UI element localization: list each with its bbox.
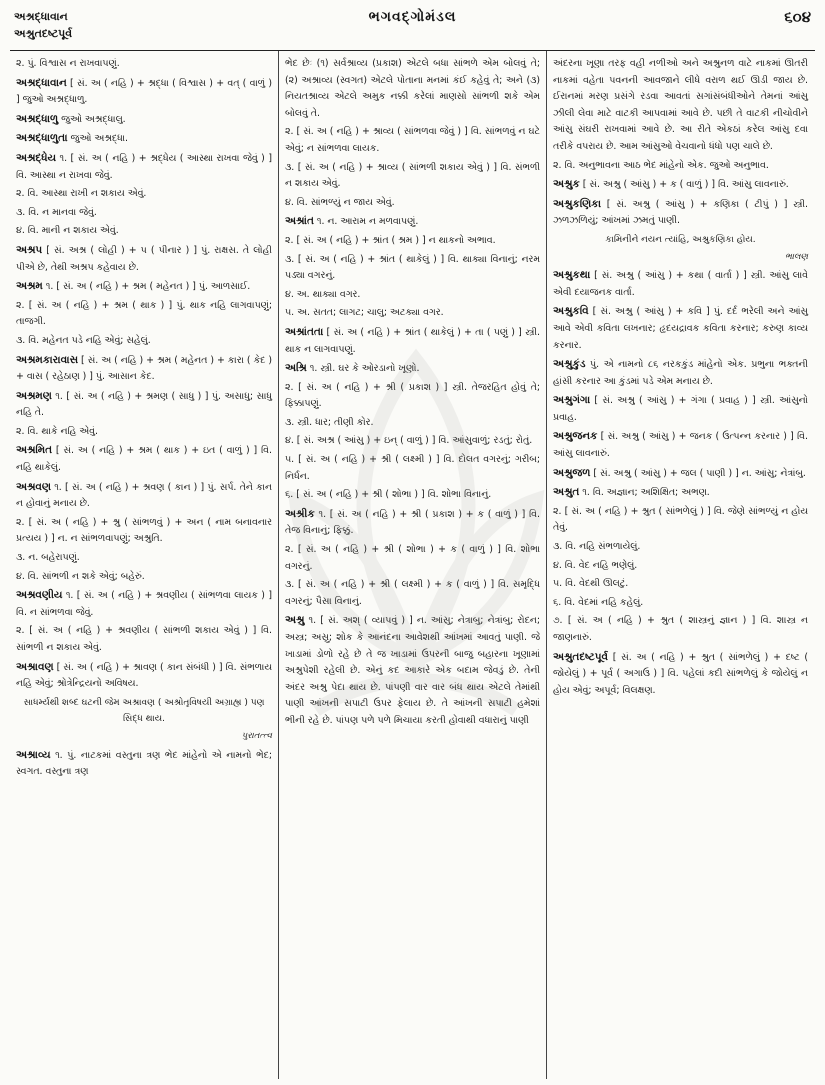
entry-text: [ સં. અશ્રુ ( આંસુ ) + કવિ ] પું. દર્દ ભરેલી અને આંસુ આવે એવી કવિતા લખનાર; હૃદયદ્રાવક કવિતા કરનાર; કરુણ કાવ્ય કરનાર. [553, 306, 808, 351]
column-2 [278, 51, 546, 1079]
entry-text: [ સં. અ ( નહિ ) + શ્રાવણ ( કાન સંબંધી ) ] વિ. સંભળાય નહિ એવું; શ્રોત્રેન્દ્રિયનો અવિષય. [16, 661, 272, 690]
entry-text: ૪. વિ. વેદ નહિ ભણેલું. [553, 559, 638, 571]
entry-text: ૨. વિ. આસ્થા રાખી ન શકાય એવું. [16, 188, 147, 200]
entry-text: ૨. [ સં. અ ( નહિ ) + શ્રુ ( સાંભળવું ) + અન ( નામ બનાવનાર પ્રત્યય ) ] ન. ન સાંભળવાપણું; અશ્રુતિ. [16, 516, 272, 545]
entry-sense [553, 576, 808, 593]
headword: અશ્રાવ્ય [16, 748, 51, 761]
dictionary-entry [285, 506, 540, 540]
entry-text: અંદરના ખૂણા તરફ વહી નળીઓ અને અશ્રુનળ વાટે નાકમાં ઊતરી નાકમાં વહેતા પવનની આવજાને લીધે વરાળ થઈ ઊડી જાય છે. ઈરાનમાં મરણ પ્રસંગે રડવા આવતાં સગાંસંબંધીઓને તેમનાં આંસુ ઝીલી લેવા માટે વાટકી આપવામાં આવે છે. પછી તે વાટકી નીચોવીને આંસુ સંઘરી રાખવામાં આવે છે. આ રીતે એકઠાં કરેલ આંસુ દવા તરીકે વપરાય છે. આમ આંસુઓ વેચવાનો ધંધો પણ ચાલે છે. [553, 58, 808, 152]
entry-text: [ સં. અ ( નહિ ) + શ્રમ ( થાક ) + ઇત ( વાળું ) ] વિ. નહિ થાકેલું. [16, 445, 272, 474]
dictionary-entry [553, 176, 808, 194]
entry-text: ૬. વિ. વેદમાં નહિ કહેલું. [553, 596, 644, 608]
entry-text: [ સં. અ ( નહિ ) + શ્રદ્ધા ( વિશ્વાસ ) + વત્ ( વાળું ) ] જુઓ અશ્રદ્ધાળુ. [16, 77, 272, 106]
guide-word-last: અશ્રુતદષ્ટપૂર્વ [14, 27, 73, 40]
entry-text: ૨. [ સં. અ ( નહિ ) + શ્રુત ( સાંભળેલું ) ] વિ. જેણે સાંભળ્યું ન હોય તેવું. [553, 505, 808, 534]
dictionary-entry [16, 352, 272, 386]
entry-text: ૧. [ સં. અ ( નહિ ) + શ્રવણીય ( સાંભળવા લાયક ) ] વિ. ન સાંભળવા જેવું. [16, 590, 272, 618]
entry-text: ૧. [ સં. અ ( નહિ ) + શ્રવણ ( કાન ) ] પું. સર્પ. તેને કાન ન હોવાનું મનાય છે. [16, 481, 272, 510]
entry-sense [16, 623, 272, 656]
headword: અશ્રાંતતા [285, 325, 324, 338]
entry-text: જુઓ અશ્રદ્ધાલુ. [58, 113, 126, 125]
entry-sense [285, 433, 540, 450]
entry-sense [16, 569, 272, 586]
entry-columns [10, 51, 815, 1079]
headword: અશ્રદ્ધાળુ [16, 112, 59, 125]
entry-text: ૫. અ. સતત; લાગટ; ચાલુ; અટક્યા વગર. [285, 307, 444, 319]
entry-text: પુરાતત્ત્વ [241, 730, 272, 741]
entry-sense [285, 415, 540, 432]
entry-text: પું. એ નામનો ૮૬ નરકકુંડ માંહેનો એક. પ્રભુના ભક્તની હાંસી કરનાર આ કુંડમાં પડે એમ મનાય છે. [553, 359, 808, 387]
entry-sense [285, 287, 540, 304]
entry-sense [285, 252, 540, 285]
entry-sense [16, 333, 272, 350]
entry-text: ૧. [ સં. અ ( નહિ ) + શ્રમ ( મહેનત ) ] પું. આળસાઈ. [42, 281, 251, 293]
headword: અશ્રુગંગા [553, 394, 591, 407]
entry-text: ૧. વિ. અજ્ઞાન; અશિક્ષિત; અભણ. [579, 487, 710, 499]
entry-text: ૩. વિ. નહિ સંભળાયેલું. [553, 541, 641, 553]
entry-sense [553, 56, 808, 156]
entry-sense [553, 613, 808, 646]
column-3 [546, 51, 814, 1079]
dictionary-entry [16, 479, 272, 513]
dictionary-entry [16, 150, 272, 184]
dictionary-entry [16, 442, 272, 476]
entry-text: ૪. વિ. સાંભળી ન શકે એવું; બહેરું. [16, 570, 145, 582]
dictionary-entry [553, 649, 808, 700]
entry-text: ૩. સ્ત્રી. ધાર; તીણી કોર. [285, 416, 374, 428]
entry-text: ૩. [ સં. અ ( નહિ ) + શ્રી ( લક્ષ્મી ) + ક ( વાળું ) ] વિ. સમૃદ્ધિ વગરનું; પૈસા વિનાનું. [285, 579, 540, 607]
entry-sense [285, 577, 540, 610]
entry-text: [ સં. અશ્રુ ( આંસુ ) + જનક ( ઉત્પન્ન કરનાર ) ] વિ. આંસુ લાવનારું. [553, 431, 808, 460]
entry-text: ૩. [ સં. અ ( નહિ ) + શ્રાવ્ય ( સાંભળી શકાય એવું ) ] વિ. સંભળી ન શકાય એવું. [285, 161, 540, 190]
headword: અશ્રુજળ [553, 466, 591, 479]
entry-sense [285, 56, 540, 122]
entry-sense [16, 223, 272, 240]
dictionary-entry [16, 75, 272, 109]
headword: અશ્રુત [553, 486, 580, 499]
headword: અશ્રમ [16, 280, 43, 293]
entry-sense [16, 515, 272, 548]
citation-source [16, 728, 272, 745]
entry-text: [ સં. અશ્રુ ( આંસુ ) + કથા ( વાર્તા ) ] સ્ત્રી. આંસુ લાવે એવી દયાજનક વાર્તા. [553, 270, 808, 298]
entry-text: [ સં. અ ( નહિ ) + શ્રમ ( મહેનત ) + કારા ( કેદ ) + વાસ ( રહેઠાણ ) ] પું. આસાન કેદ. [16, 354, 272, 383]
dictionary-entry [553, 356, 808, 390]
entry-text: ૫. [ સં. અ ( નહિ ) + શ્રી ( લક્ષ્મી ) ] વિ. દોલત વગરનું; ગરીબ; નિર્ધન. [285, 454, 540, 482]
entry-sense [16, 298, 272, 331]
dictionary-entry [285, 360, 540, 378]
entry-sense [285, 124, 540, 157]
dictionary-entry [16, 242, 272, 276]
entry-text: ૧. સ્ત્રી. ઘર કે ઓરડાનો ખૂણો. [306, 363, 420, 375]
guide-word-first: અશ્રદ્ધાવાન [14, 10, 68, 23]
headword: અશ્રપ [16, 243, 43, 256]
headword: અશ્રુકુંડ [553, 358, 586, 371]
entry-text: ૨. [ સં. અ ( નહિ ) + શ્રવણીય ( સાંભળી શકાય એવું ) ] વિ. સાંભળી ન શકાય એવું. [16, 625, 272, 653]
entry-sense [16, 424, 272, 441]
entry-text: ૨. વિ. અનુભાવના આઠ ભેદ માંહેનો એક. જુઓ અનુભાવ. [553, 159, 769, 171]
entry-sense [285, 380, 540, 413]
entry-text: ૧. [ સં. અ ( નહિ ) + શ્રી ( પ્રકાશ ) + ક ( વાળું ) ] વિ. તેજ વિનાનું; ફિક્કું. [285, 508, 540, 537]
entry-text: [ સં. અશ્રુ ( આંસુ ) + કણિકા ( ટીપું ) ] સ્ત્રી. ઝળઝળિયું; આંખમાં ઝમતું પાણી. [553, 198, 808, 227]
dictionary-entry [16, 659, 272, 693]
headword: અશ્રદ્ધાવાન [16, 76, 67, 89]
page-number: ૬૦૪ [784, 8, 811, 26]
headword: અશ્રાંત [285, 215, 314, 228]
entry-text: [ સં. અ ( નહિ ) + શ્રુત ( સાંભળેલું ) + દષ્ટ ( જોયેલું ) + પૂર્વ ( અગાઉ ) ] વિ. પહેલાં કદી સાંભળેલું કે જોયેલું ન હોય એવું; અપૂર્વ; વિલક્ષણ. [553, 651, 808, 696]
entry-text: ૩. વિ. ન માનવા જેવું. [16, 206, 97, 218]
entry-text: ૭. [ સં. અ ( નહિ ) + શ્રુત ( શાસ્ત્રનું જ્ઞાન ) ] વિ. શાસ્ત્ર ન જાણનારું. [553, 615, 808, 643]
entry-text: ૪. [ સં. અશ્ર ( આંસુ ) + ઇન્ ( વાળું ) ] વિ. આંસુવાળું; રડતું; રોતું. [285, 435, 533, 447]
entry-sense [553, 595, 808, 612]
dictionary-entry [16, 587, 272, 621]
headword: અશ્રુકવિ [553, 305, 589, 318]
entry-text: [ સં. અ ( નહિ ) + શ્રાંત ( થાકેલું ) + તા ( પણું ) ] સ્ત્રી. થાક ન લાગવાપણું. [285, 326, 540, 355]
entry-text: ૨. [ સં. અ ( નહિ ) + શ્રમ ( થાક ) ] પું. થાક નહિ લાગવાપણું; તાજગી. [16, 299, 272, 328]
entry-text: [ સં. અશ્રુ ( આંસુ ) + જલ ( પાણી ) ] ન. આંસુ; નેત્રાંબુ. [590, 467, 806, 479]
entry-sense [553, 158, 808, 175]
dictionary-entry [285, 324, 540, 358]
headword: અશ્રદ્ધાળુતા [16, 132, 68, 145]
entry-text: ૪. અ. થાક્યા વગર. [285, 288, 361, 300]
dictionary-entry [285, 612, 540, 729]
entry-sense [16, 550, 272, 567]
entry-text: ૬. [ સં. અ ( નહિ ) + શ્રી ( શોભા ) ] વિ. શોભા વિનાનું. [285, 489, 492, 501]
dictionary-entry [553, 428, 808, 462]
entry-sense [16, 56, 272, 73]
headword: અશ્રમિત [16, 444, 53, 457]
dictionary-entry [16, 747, 272, 781]
entry-text: [ સં. અશ્રુ ( આંસુ ) + ક ( વાળું ) ] વિ. આંસુ લાવનારું. [579, 179, 789, 191]
entry-sense [16, 205, 272, 222]
entry-sense [285, 542, 540, 575]
headword: અશ્રુ [285, 614, 305, 627]
entry-text: ૩. ન. બહેરાપણું. [16, 552, 80, 564]
headword: અશ્રુકણિકા [553, 197, 602, 210]
entry-text: ૨. [ સં. અ ( નહિ ) + શ્રાવ્ય ( સાંભળવા જેવું ) ] વિ. સાંભળવું ન ઘટે એવું; ન સાંભળવા લાયક. [285, 126, 540, 154]
entry-sense [553, 558, 808, 575]
entry-sense [553, 539, 808, 556]
entry-text: સાધર્મ્યથી શબ્દ ઘટની જેમ અશ્રાવણ ( અશ્રોતૃવિષયી અગ્રાહ્ય ) પણ સિદ્ધ થાય. [23, 697, 265, 725]
citation-source [553, 249, 808, 266]
running-title: ભગવદ્ગોમંડલ [368, 9, 457, 25]
entry-text: [ સં. અશ્ર ( લોહી ) + પ ( પીનાર ) ] પું. રાક્ષસ. તે લોહી પીએ છે, તેથી અશ્રપ કહેવાય છે. [16, 244, 272, 273]
entry-sense [285, 195, 540, 212]
entry-text: ૧. [ સં. અશ્ ( વ્યાપવું ) ] ન. આંસુ; નેત્રાબુ; નેત્રાંબુ; રોદન; અસ્ત્ર; અસ્રુ; શોક કે આનંદના આવેશથી આંખમાં આવતું પાણી. જે ખાડામાં ડોળો રહે છે તે જ ખાડામાં ઉપરની બાજુ બહારના ખૂણામાં અશ્રુપેશી રહેલી છે. એનું કદ આકારે એક બદામ જેવડું છે. તેની અંદર અશ્રુ પેદા થાય છે. પાંપણી વાર વાર બંધ થાય એટલે તેમાંથી પાણી આંખની સપાટી ઉપર ફેલાય છે. તે આંખની સપાટી હમેશાં ભીની રહે છે. પાંપણ પળે પળે મિચાયા કરતી હોવાથી વધારાનું પાણી [285, 615, 540, 726]
entry-text: ૨. વિ. થાકે નહિ એવું. [16, 425, 98, 437]
entry-text: ભેદ છેઃ (૧) સર્વશ્રાવ્ય (પ્રકાશ) એટલે બધા સાંભળે એમ બોલવું તે; (૨) અશ્રાવ્ય (સ્વગત) એટલે પોતાના મનમાં કંઈ કહેવું તે; અને (૩) નિયતશ્રાવ્ય એટલે અમુક નક્કી કરેલાં માણસો સાંભળી શકે એમ બોલવું તે. [285, 58, 540, 119]
entry-text: કામિનીને નયન ત્યાંહિ, અશ્રુકણિકા હોય. [605, 234, 756, 245]
entry-text: ૧. ન. આરામ ન મળવાપણું. [313, 216, 419, 228]
dictionary-entry [285, 213, 540, 231]
headword: અશ્રુતદષ્ટપૂર્વ [553, 650, 608, 663]
entry-sense [285, 160, 540, 193]
entry-text: ૫. વિ. વેદથી ઊલટું. [553, 578, 629, 590]
entry-text: જુઓ અશ્રદ્ધા. [67, 133, 128, 145]
headword: અશ્રુકથા [553, 269, 591, 282]
headword: અશ્રુજનક [553, 430, 598, 443]
headword: અશ્રદ્ધેય [16, 151, 56, 164]
dictionary-entry [553, 484, 808, 502]
entry-text: ૨. [ સં. અ ( નહિ ) + શ્રી ( પ્રકાશ ) ] સ્ત્રી. તેજરહિત હોવું તે; ફિક્કાપણું. [285, 381, 540, 410]
dictionary-entry [553, 267, 808, 301]
dictionary-entry [16, 278, 272, 296]
entry-sense [285, 487, 540, 504]
entry-text: ૧. પું. નાટકમાં વસ્તુના ત્રણ ભેદ માંહેનો એ નામનો ભેદ; સ્વગત. વસ્તુના ત્રણ [16, 749, 272, 778]
dictionary-entry [16, 388, 272, 422]
dictionary-entry [16, 111, 272, 129]
entry-text: ૨. [ સં. અ ( નહિ ) + શ્રી ( શોભા ) + ક ( વાળું ) ] વિ. શોભા વગરનું. [285, 544, 540, 572]
headword: અશ્રુક [553, 178, 580, 191]
dictionary-entry [553, 392, 808, 426]
dictionary-entry [553, 196, 808, 230]
entry-text: [ સં. અશ્રુ ( આંસુ ) + ગંગા ( પ્રવાહ ) ] સ્ત્રી. આંસુનો પ્રવાહ. [553, 395, 808, 423]
entry-text: ૪. વિ. સાંભળ્યું ન જાય એવું. [285, 196, 395, 208]
headword: અશ્રિ [285, 362, 307, 375]
entry-text: ૩. [ સં. અ ( નહિ ) + શ્રાંત ( થાકેલું ) ] વિ. થાક્યા વિનાનું; નરમ પડ્યા વગરનું. [285, 253, 540, 282]
entry-text: ૨. [ સં. અ ( નહિ ) + શ્રાંત ( શ્રમ ) ] ન થાકનો અભાવ. [285, 234, 496, 246]
entry-text: ૩. વિ. મહેનત પડે નહિ એવું; સહેલું. [16, 334, 151, 346]
column-1 [10, 51, 278, 1079]
entry-text: ૪. વિ. માની ન શકાય એવું. [16, 225, 119, 237]
dictionary-entry [553, 303, 808, 354]
citation-quote [553, 232, 808, 249]
headword: અશ્રીક [285, 507, 315, 520]
entry-text: ભાલણ [785, 251, 808, 262]
dictionary-entry [553, 465, 808, 483]
headword: અશ્રવણ [16, 480, 51, 493]
entry-text: ૨. પું. વિશ્વાસ ન રાખવાપણું. [16, 58, 120, 69]
entry-sense [285, 305, 540, 322]
page-header [10, 6, 815, 51]
citation-quote [16, 695, 272, 728]
entry-sense [285, 452, 540, 485]
entry-sense [16, 186, 272, 203]
entry-text: ૧. [ સં. અ ( નહિ ) + શ્રમણ ( સાધુ ) ] પું. અસાધુ; સાધુ નહિ તે. [16, 390, 272, 419]
headword: અશ્રાવણ [16, 660, 54, 673]
entry-sense [553, 504, 808, 537]
headword: અશ્રમકારાવાસ [16, 353, 79, 366]
entry-text: ૧. [ સં. અ ( નહિ ) + શ્રદ્ધેય ( આસ્થા રાખવા જેવું ) ] વિ. આસ્થા ન રાખવા જેવું. [16, 152, 272, 181]
headword: અશ્રમણ [16, 389, 52, 402]
dictionary-entry [16, 130, 272, 148]
headword: અશ્રવણીય [16, 589, 63, 602]
entry-sense [285, 233, 540, 250]
